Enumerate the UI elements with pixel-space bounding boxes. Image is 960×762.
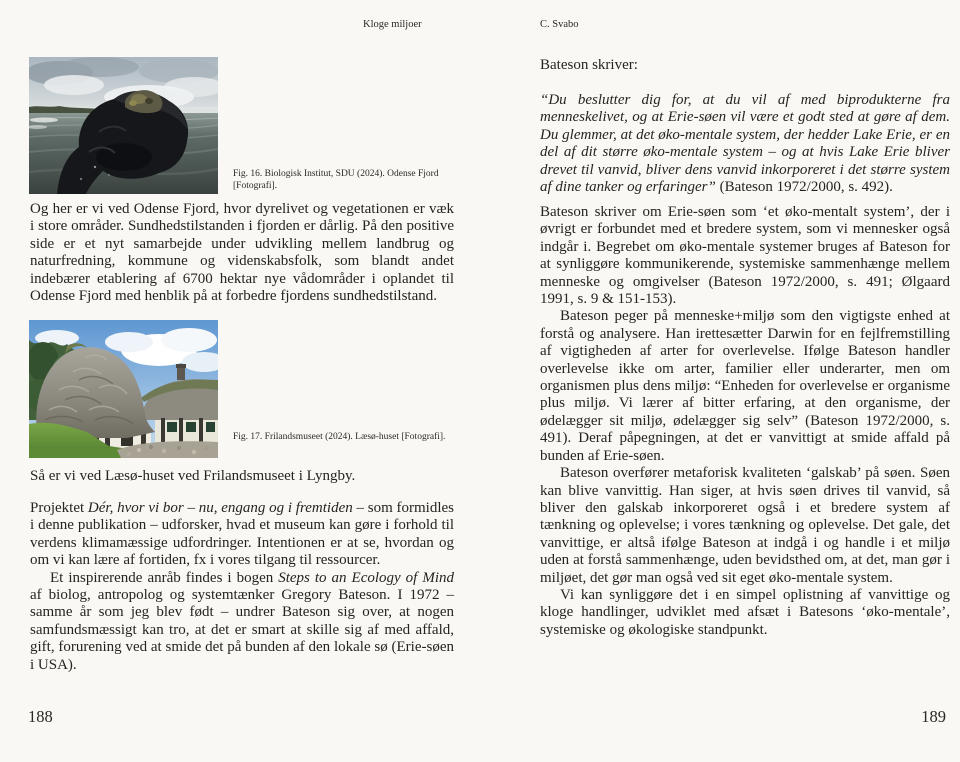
text-segment-italic: Steps to an Ecology of Mind (278, 569, 454, 586)
page-number-left: 188 (28, 707, 53, 726)
text-segment: Projektet (30, 500, 88, 516)
figure-16-photo-odense-fjord (29, 57, 218, 194)
paragraph-bateson-skriver: Bateson skriver: (540, 57, 638, 73)
paragraph-projektet (30, 500, 454, 570)
right-text-block (540, 204, 950, 639)
bateson-block-quote (540, 92, 950, 196)
running-title-left: Kloge miljoer (363, 19, 422, 30)
text-segment: af biolog, antropolog og systemtænker Gregory Bateson. I 1972 – samme år som jeg blev født – undrer Bateson sig over, at nogen samfundsmæssigt kan tro, at det er smart at skille sig af med affald, gift, forurening ved at smide det på bunden af den lokale sø (Erie-søen i USA). (30, 587, 454, 673)
figure-16-caption: Fig. 16. Biologisk Institut, SDU (2024). Odense Fjord [Fotografi]. (233, 169, 439, 191)
quote-text-italic: “Du beslutter dig for, at du vil af med biprodukterne fra menneskelivet, og at Erie-søen vil være et godt sted at gøre af dem. Du glemmer, at det øko-mentale system, der hedder Lake Erie, er en del af dit større øko-mentale system – og at hvis Lake Erie bliver drevet til vanvid, bliver dens vanvid inkorporeret i det større system af dine tanker og erfaringer” (540, 92, 950, 196)
text-segment: Et inspirerende anråb findes i bogen (50, 569, 279, 586)
paragraph-bateson-book (30, 570, 454, 674)
paragraph-galskab: Bateson overfører metaforisk kvaliteten ‘galskab’ på søen. Søen kan blive vanvittig. Han siger, at hvis søen drives til vanvid, så bliver den galskab inkorporeret også i et bredere system af tænkning og oplevelse; i vores tænkning og oplevelse. Det gale, det vanvittige, er altså ifølge Bateson at indgå i og handle i et miljø uden at forstå sammenhænge, uden bevidsthed om, at det, man gør i miljøet, det gør man også ved sit eget øko-mentale system. (540, 465, 950, 586)
paragraph-menneske-miljo: Bateson peger på menneske+miljø som den vigtigste enhed at forstå og analysere. Han irettesætter Darwin for en fejlfremstilling af vigtigheden af arter for overlevelse. Ifølge Bateson handler overlevelse ikke om arter, familier eller underarter, men om organismen plus dens miljø: “Enheden for overlevelse er organisme plus miljø. Vi lærer af bitter erfaring, at den organisme, der ødelægger sit miljø, ødelægger sig selv” (Bateson 1972/2000, s. 491). Deraf påpegningen, at det er vanvittigt at smide affald på bunden af Erie-søen. (540, 308, 950, 464)
figure-17-photo-laesoe-house (29, 320, 218, 458)
page-number-right: 189 (921, 707, 946, 726)
figure-17-caption: Fig. 17. Frilandsmuseet (2024). Læsø-huset [Fotografi]. (233, 432, 446, 442)
text-segment-italic: Dér, hvor vi bor – nu, engang og i fremtiden (87, 500, 353, 516)
text-segment: – som formidles i denne publikation – udforsker, hvad et museum kan gøre i forhold til verdens klimamæssige udfordringer. Intentionen er at se, hvordan og om vi kan lære af fortiden, fx i vores tilgang til ressourcer. (30, 500, 454, 569)
odense-fjord-illustration (29, 57, 218, 194)
paragraph-odense-fjord: Og her er vi ved Odense Fjord, hvor dyrelivet og vegetationen er væk i store områder. Sundhedstilstanden i fjorden er dårlig. På den positive side er et nyt samarbejde under udvikling mellem landbrug og naturfredning, kommune og videnskabsfolk, som blandt andet indebærer etablering af 6700 hektar nye vådområder i oplandet til Odense Fjord med henblik på at forbedre fjordens sundhedstilstand. (30, 201, 454, 305)
left-text-block (30, 500, 454, 674)
quote-citation: (Bateson 1972/2000, s. 492). (715, 179, 893, 196)
laesoe-house-illustration (29, 320, 218, 458)
running-title-right: C. Svabo (540, 19, 579, 30)
paragraph-oko-mentalt: Bateson skriver om Erie-søen som ‘et øko-mentalt system’, der i øvrigt er forbundet med et bredere system, som vi mennesker også indgår i. Begrebet om øko-mentale systemer bruges af Bateson for at synliggøre kommunikerende, systemiske sammenhænge mellem menneske og omgivelser (Bateson 1972/2000, s. 491; Ølgaard 1991, s. 9 & 151-153). (540, 204, 950, 308)
paragraph-laesoe-house: Så er vi ved Læsø-huset ved Frilandsmuseet i Lyngby. (30, 468, 356, 484)
paragraph-oplistning: Vi kan synliggøre det i en simpel oplistning af vanvittige og kloge handlinger, udviklet med afsæt i Batesons ‘øko-mentale’, systemiske og økologiske standpunkt. (540, 586, 950, 638)
